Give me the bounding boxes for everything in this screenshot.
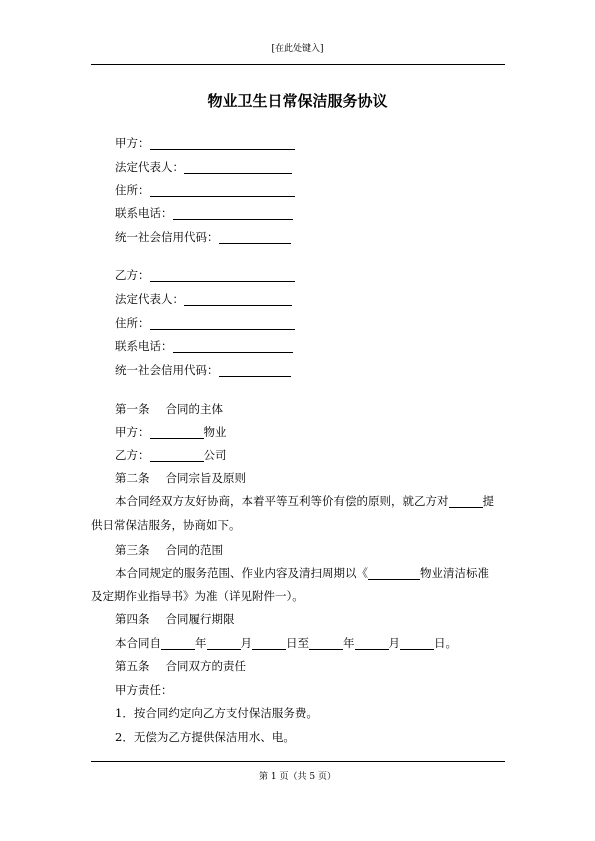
end-year-blank[interactable] <box>309 637 343 650</box>
article-4-day-end: 日。 <box>434 636 457 650</box>
party-a-address-blank[interactable] <box>150 184 295 197</box>
article-2-body-part1: 本合同经双方友好协商，本着平等互利等价有偿的原则，就乙方对 <box>115 494 449 508</box>
article-1-party-b-line <box>115 448 227 462</box>
party-b-name-blank[interactable] <box>150 269 295 282</box>
party-b-credit-line <box>115 363 291 377</box>
article-3-body-line2: 及定期作业指导书》为准（详见附件一）。 <box>91 589 304 603</box>
page-header: [在此处键入] <box>271 44 324 54</box>
article-1-a-blank[interactable] <box>150 426 204 439</box>
party-b-phone-label: 联系电话： <box>115 339 173 353</box>
article-4-term-line <box>115 636 457 650</box>
article-1-party-a-line <box>115 425 227 439</box>
article-3-title: 合同的范围 <box>165 543 223 557</box>
header-rule <box>91 64 505 65</box>
party-a-address-label: 住所： <box>115 183 150 197</box>
responsibility-item-2: 2．无偿为乙方提供保洁用水、电。 <box>115 730 295 744</box>
article-2-body-line2: 供日常保洁服务，协商如下。 <box>91 518 241 532</box>
article-3-body-part2: 物业清洁标准 <box>420 566 489 580</box>
article-4-day-to: 日至 <box>286 636 309 650</box>
party-a-rep-line <box>115 160 292 174</box>
article-4-prefix: 本合同自 <box>115 636 161 650</box>
party-a-rep-label: 法定代表人： <box>115 160 184 174</box>
responsibility-item-1: 1．按合同约定向乙方支付保洁服务费。 <box>115 706 318 720</box>
party-a-name-line <box>115 136 295 150</box>
party-a-credit-blank[interactable] <box>219 231 291 244</box>
party-a-address-line <box>115 183 295 197</box>
page-footer: 第 1 页（共 5 页） <box>259 772 336 782</box>
party-b-credit-blank[interactable] <box>219 364 291 377</box>
article-1-title: 合同的主体 <box>165 402 223 416</box>
article-5-heading <box>115 659 246 673</box>
party-a-name-blank[interactable] <box>150 137 295 150</box>
article-4-year2: 年 <box>343 636 355 650</box>
party-b-address-line <box>115 316 295 330</box>
party-b-name-label: 乙方： <box>115 268 150 282</box>
party-b-name-line <box>115 268 295 282</box>
article-4-number: 第四条 <box>115 612 150 626</box>
article-3-body-part1: 本合同规定的服务范围、作业内容及清扫周期以《 <box>115 566 368 580</box>
article-1-b-blank[interactable] <box>150 449 204 462</box>
article-5-number: 第五条 <box>115 659 150 673</box>
article-4-title: 合同履行期限 <box>165 612 235 626</box>
party-a-credit-label: 统一社会信用代码： <box>115 230 219 244</box>
article-4-month1: 月 <box>240 636 252 650</box>
article-1-b-suffix: 公司 <box>203 448 227 462</box>
article-1-b-label: 乙方： <box>115 448 150 462</box>
article-2-heading <box>115 471 246 485</box>
article-3-heading <box>115 543 223 557</box>
article-3-number: 第三条 <box>115 543 150 557</box>
start-day-blank[interactable] <box>252 637 286 650</box>
party-b-address-label: 住所： <box>115 316 150 330</box>
start-month-blank[interactable] <box>207 637 241 650</box>
party-a-phone-blank[interactable] <box>173 207 293 220</box>
article-2-title: 合同宗旨及原则 <box>165 471 246 485</box>
article-4-heading <box>115 612 235 626</box>
start-year-blank[interactable] <box>161 637 195 650</box>
article-1-a-suffix: 物业 <box>203 425 227 439</box>
article-3-blank[interactable] <box>368 567 420 580</box>
article-3-body-line1 <box>115 566 489 580</box>
article-4-month2: 月 <box>388 636 400 650</box>
footer-rule <box>91 761 505 762</box>
end-day-blank[interactable] <box>400 637 434 650</box>
article-1-a-label: 甲方： <box>115 425 150 439</box>
article-5-title: 合同双方的责任 <box>165 659 246 673</box>
party-a-credit-line <box>115 230 291 244</box>
article-2-body-line1 <box>115 494 494 508</box>
document-title: 物业卫生日常保洁服务协议 <box>207 92 388 110</box>
party-b-rep-label: 法定代表人： <box>115 292 184 306</box>
article-2-body-part2: 提 <box>482 494 494 508</box>
end-month-blank[interactable] <box>355 637 389 650</box>
party-a-responsibility-heading: 甲方责任： <box>115 683 173 697</box>
article-1-number: 第一条 <box>115 402 150 416</box>
party-b-credit-label: 统一社会信用代码： <box>115 363 219 377</box>
party-a-phone-label: 联系电话： <box>115 206 173 220</box>
party-b-rep-line <box>115 292 292 306</box>
party-a-phone-line <box>115 206 293 220</box>
party-b-phone-line <box>115 339 293 353</box>
party-b-rep-blank[interactable] <box>184 293 292 306</box>
party-a-name-label: 甲方： <box>115 136 150 150</box>
party-a-rep-blank[interactable] <box>184 161 292 174</box>
article-1-heading <box>115 402 223 416</box>
article-2-blank[interactable] <box>449 495 483 508</box>
article-2-number: 第二条 <box>115 471 150 485</box>
article-4-year1: 年 <box>195 636 207 650</box>
party-b-address-blank[interactable] <box>150 317 295 330</box>
party-b-phone-blank[interactable] <box>173 340 293 353</box>
